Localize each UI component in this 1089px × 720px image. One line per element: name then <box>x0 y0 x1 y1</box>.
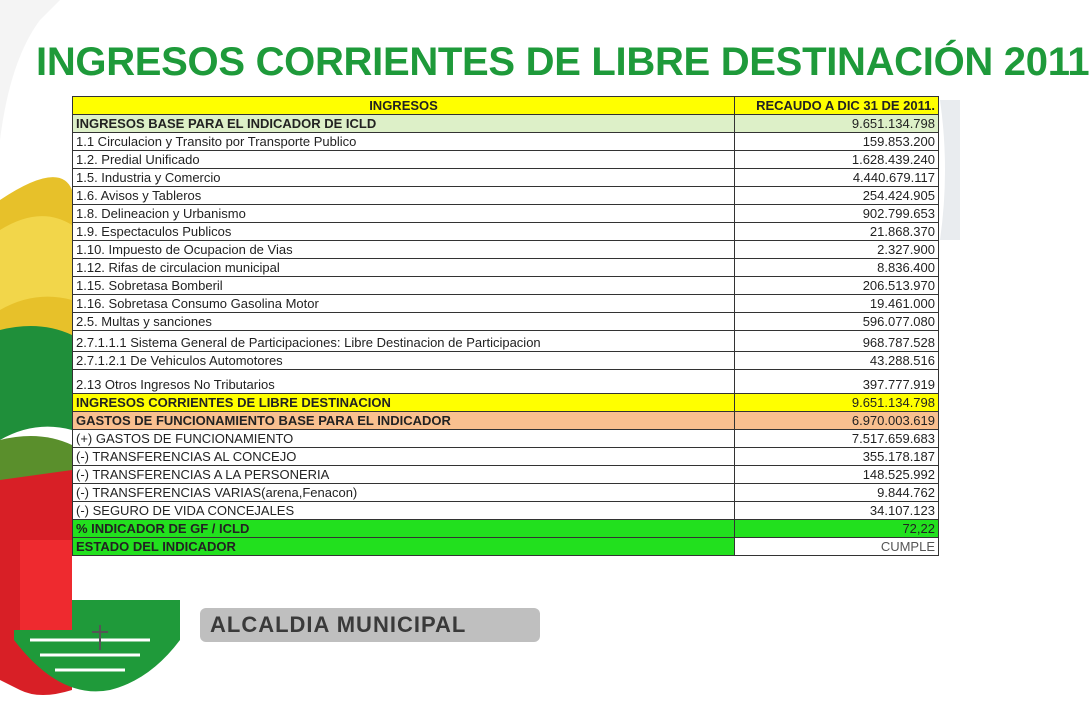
row-value: 7.517.659.683 <box>735 430 939 448</box>
row-label: INGRESOS BASE PARA EL INDICADOR DE ICLD <box>73 115 735 133</box>
row-value: 4.440.679.117 <box>735 169 939 187</box>
row-value: 21.868.370 <box>735 223 939 241</box>
table-row <box>73 394 939 412</box>
row-label: 1.16. Sobretasa Consumo Gasolina Motor <box>73 295 735 313</box>
table-row <box>73 223 939 241</box>
header-ingresos: INGRESOS <box>73 97 735 115</box>
table-row <box>73 241 939 259</box>
row-value: 43.288.516 <box>735 352 939 370</box>
table-row <box>73 502 939 520</box>
table-row <box>73 187 939 205</box>
row-value: 148.525.992 <box>735 466 939 484</box>
table-row <box>73 151 939 169</box>
row-label: 1.2. Predial Unificado <box>73 151 735 169</box>
row-label: (-) TRANSFERENCIAS VARIAS(arena,Fenacon) <box>73 484 735 502</box>
row-value: 159.853.200 <box>735 133 939 151</box>
row-label: ESTADO DEL INDICADOR <box>73 538 735 556</box>
table-row <box>73 277 939 295</box>
row-label: 1.6. Avisos y Tableros <box>73 187 735 205</box>
row-label: 1.10. Impuesto de Ocupacion de Vias <box>73 241 735 259</box>
row-label: 2.5. Multas y sanciones <box>73 313 735 331</box>
row-value: 6.970.003.619 <box>735 412 939 430</box>
page-title: INGRESOS CORRIENTES DE LIBRE DESTINACIÓN 2011 <box>36 40 1089 84</box>
header-recaudo: RECAUDO A DIC 31 DE 2011. <box>735 97 939 115</box>
row-label: % INDICADOR DE GF / ICLD <box>73 520 735 538</box>
table-row <box>73 466 939 484</box>
row-label: GASTOS DE FUNCIONAMIENTO BASE PARA EL INDICADOR <box>73 412 735 430</box>
table-row <box>73 331 939 352</box>
row-value: 2.327.900 <box>735 241 939 259</box>
row-value: 9.651.134.798 <box>735 394 939 412</box>
table-row <box>73 295 939 313</box>
table-row <box>73 169 939 187</box>
row-value: 902.799.653 <box>735 205 939 223</box>
row-label: 2.7.1.1.1 Sistema General de Participaciones: Libre Destinacion de Participacion <box>73 331 735 352</box>
row-value: 254.424.905 <box>735 187 939 205</box>
row-label: 1.5. Industria y Comercio <box>73 169 735 187</box>
row-label: (-) SEGURO DE VIDA CONCEJALES <box>73 502 735 520</box>
row-label: 2.13 Otros Ingresos No Tributarios <box>73 370 735 394</box>
row-value: 968.787.528 <box>735 331 939 352</box>
row-value: CUMPLE <box>735 538 939 556</box>
row-label: 2.7.1.2.1 De Vehiculos Automotores <box>73 352 735 370</box>
row-label: 1.9. Espectaculos Publicos <box>73 223 735 241</box>
row-value: 34.107.123 <box>735 502 939 520</box>
row-value: 9.651.134.798 <box>735 115 939 133</box>
table-header-row <box>73 97 939 115</box>
row-value: 9.844.762 <box>735 484 939 502</box>
row-label: 1.12. Rifas de circulacion municipal <box>73 259 735 277</box>
row-value: 72,22 <box>735 520 939 538</box>
row-label: (-) TRANSFERENCIAS AL CONCEJO <box>73 448 735 466</box>
watermark-text: ALCALDIA MUNICIPAL <box>210 612 467 637</box>
table-row <box>73 370 939 394</box>
table-row <box>73 205 939 223</box>
row-value: 19.461.000 <box>735 295 939 313</box>
row-value: 206.513.970 <box>735 277 939 295</box>
table-row <box>73 520 939 538</box>
row-value: 355.178.187 <box>735 448 939 466</box>
table-row <box>73 448 939 466</box>
table-row <box>73 430 939 448</box>
row-value: 1.628.439.240 <box>735 151 939 169</box>
row-value: 596.077.080 <box>735 313 939 331</box>
row-label: (-) TRANSFERENCIAS A LA PERSONERIA <box>73 466 735 484</box>
row-value: 397.777.919 <box>735 370 939 394</box>
table-row <box>73 538 939 556</box>
table-row <box>73 412 939 430</box>
table-row <box>73 352 939 370</box>
table-row <box>73 313 939 331</box>
row-label: INGRESOS CORRIENTES DE LIBRE DESTINACION <box>73 394 735 412</box>
table-row <box>73 115 939 133</box>
income-table <box>72 96 939 556</box>
row-label: 1.1 Circulacion y Transito por Transporte Publico <box>73 133 735 151</box>
table-row <box>73 259 939 277</box>
table-row <box>73 133 939 151</box>
row-label: 1.8. Delineacion y Urbanismo <box>73 205 735 223</box>
table-row <box>73 484 939 502</box>
row-value: 8.836.400 <box>735 259 939 277</box>
row-label: 1.15. Sobretasa Bomberil <box>73 277 735 295</box>
row-label: (+) GASTOS DE FUNCIONAMIENTO <box>73 430 735 448</box>
